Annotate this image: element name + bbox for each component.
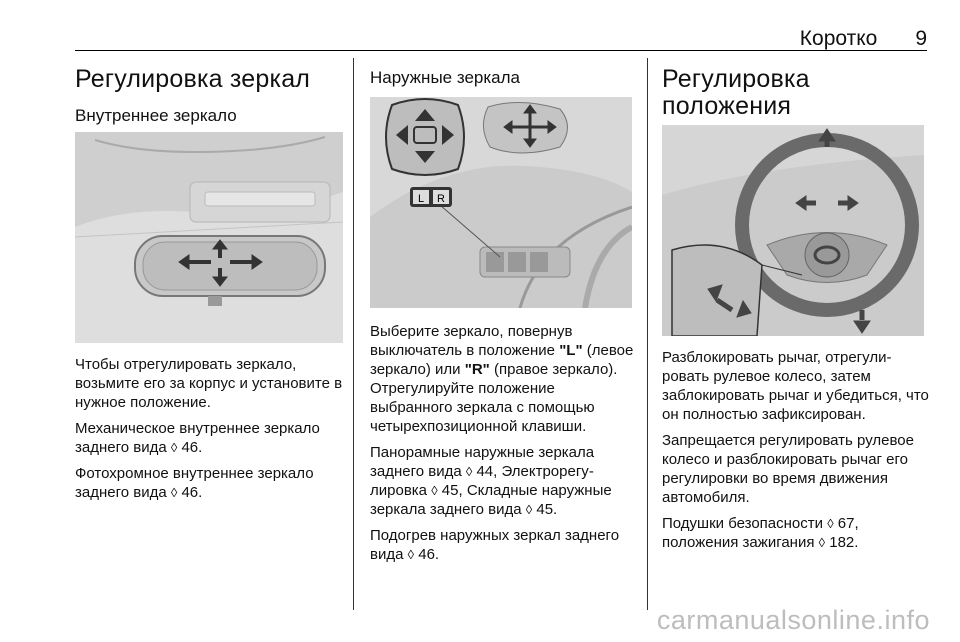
column-outside-mirrors [370, 58, 635, 88]
switch-label-right: R [437, 193, 445, 205]
running-head-title: Коротко [799, 27, 878, 50]
paragraph: Подогрев наружных зеркал заднего вида ◊ 46. [370, 527, 620, 563]
section-heading: Наружные зеркала [370, 68, 520, 87]
paragraph: Панорамные наружные зеркала заднего вида ◊ 44, Электрорегулировка ◊ 45, Складные наружные зеркала заднего вида ◊ 45. [370, 444, 612, 518]
column-outside-mirrors-text [370, 322, 635, 571]
paragraph: Подушки безопасности ◊ 67, положения зажигания ◊ 182. [662, 515, 859, 551]
page-number: 9 [915, 27, 927, 50]
section-heading: Регулировка положения [662, 65, 810, 120]
inside-mirror-illustration [75, 132, 343, 343]
paragraph: Запрещается регулировать рулевое колесо и разблокировать рычаг его регулировки во время движения автомобиля. [662, 432, 914, 506]
running-head [75, 27, 927, 51]
column-divider [353, 58, 354, 610]
paragraph: Выберите зеркало, повернув выключатель в положение "L" (левое зеркало) или "R" (правое зеркало). Отрегулируйте положение выбранного зеркала с помощью четырехпозиционной клавиши. [370, 323, 634, 435]
steering-wheel-illustration [662, 125, 924, 336]
outside-mirror-illustration [370, 97, 632, 308]
paragraph: Фотохромное внутреннее зеркало заднего вида ◊ 46. [75, 465, 314, 501]
paragraph: Разблокировать рычаг, отрегулировать рулевое колесо, затем заблокировать рычаг и убедиться, что он полностью зафиксирован. [662, 349, 929, 423]
subsection-heading: Внутреннее зеркало [75, 106, 237, 125]
column-divider [647, 58, 648, 610]
switch-label-left: L [417, 193, 425, 205]
paragraph: Чтобы отрегулировать зеркало, возьмите его за корпус и установите в нужное положение. [75, 356, 343, 411]
column-steering-text [662, 348, 932, 559]
paragraph: Механическое внутреннее зеркало заднего вида ◊ 46. [75, 420, 320, 456]
column-mirrors-text [75, 355, 343, 509]
column-mirrors [75, 58, 343, 126]
watermark: carmanualsonline.info [656, 605, 930, 635]
section-heading: Регулировка зеркал [75, 65, 311, 93]
header-rule [75, 50, 927, 51]
